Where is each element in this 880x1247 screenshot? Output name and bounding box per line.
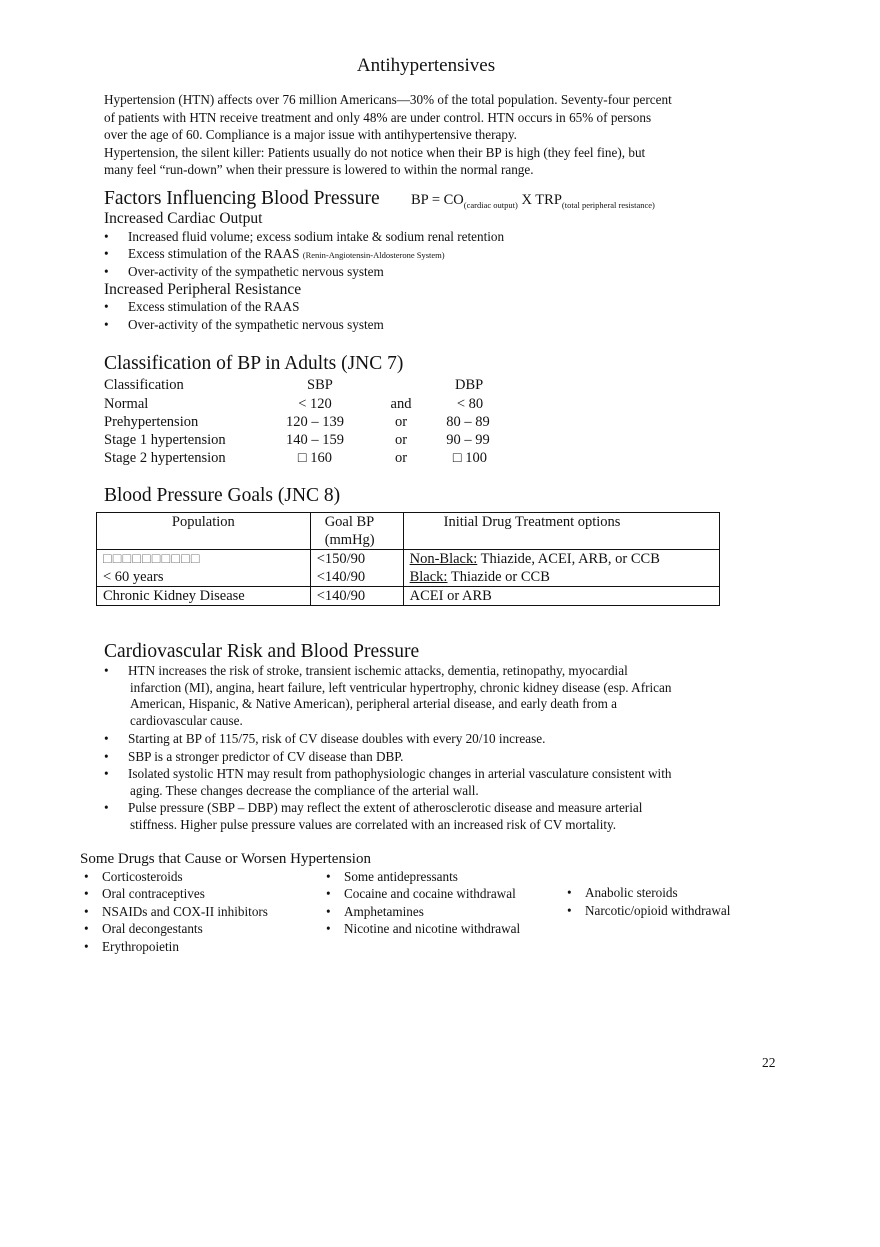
goals-table xyxy=(96,512,720,606)
bullet-icon: • xyxy=(84,921,89,936)
class-connector: or xyxy=(394,414,408,430)
bullet-icon: • xyxy=(326,869,331,884)
bullet-icon: • xyxy=(326,886,331,901)
list-item xyxy=(104,663,744,729)
label-black: Black: xyxy=(409,569,448,585)
list-item-text: Excess stimulation of the RAAS xyxy=(128,299,300,314)
factors-heading: Factors Influencing Blood Pressure xyxy=(104,188,380,209)
class-connector: and xyxy=(390,396,412,412)
text-line: aging. These changes decrease the compliance of the arterial wall. xyxy=(130,782,479,798)
table-cell: < 60 years xyxy=(97,568,311,587)
class-dbp: □ 100 xyxy=(452,450,488,466)
header-line: Goal BP xyxy=(324,514,375,530)
sbp-header: SBP xyxy=(307,377,333,393)
class-sbp: 140 – 159 xyxy=(286,432,344,448)
list-item-text xyxy=(128,246,445,262)
classification-header: Classification xyxy=(104,377,184,393)
drugs-heading: Some Drugs that Cause or Worsen Hypertension xyxy=(80,851,371,867)
list-item-text: SBP is a stronger predictor of CV disease than DBP. xyxy=(128,749,404,764)
table-cell: <140/90 xyxy=(310,568,403,587)
text-line: stiffness. Higher pulse pressure values are correlated with an increased risk of CV mortality. xyxy=(130,816,617,832)
list-item-text: Over-activity of the sympathetic nervous system xyxy=(128,317,384,332)
table-row xyxy=(97,587,720,606)
list-item-text: Corticosteroids xyxy=(102,869,183,884)
text-line: American, Hispanic, & Native American), peripheral arterial disease, and early death from a xyxy=(130,696,617,711)
table-row xyxy=(97,568,720,587)
class-name: Stage 1 hypertension xyxy=(104,432,226,448)
table-row xyxy=(97,550,720,569)
intro-paragraph xyxy=(104,91,744,179)
list-item-text: Starting at BP of 115/75, risk of CV disease doubles with every 20/10 increase. xyxy=(128,731,546,746)
list-item-text: Erythropoietin xyxy=(102,939,179,954)
bullet-icon: • xyxy=(567,903,572,918)
text-line: cardiovascular cause. xyxy=(130,712,243,728)
list-item-text: Cocaine and cocaine withdrawal xyxy=(344,886,516,901)
bullet-icon: • xyxy=(84,939,89,954)
list-item xyxy=(104,731,744,748)
goals-heading: Blood Pressure Goals (JNC 8) xyxy=(104,485,341,506)
class-name: Normal xyxy=(104,396,149,412)
class-dbp: 80 – 89 xyxy=(446,414,490,430)
list-item-text: Increased fluid volume; excess sodium intake & sodium renal retention xyxy=(128,229,505,244)
table-header: Population xyxy=(97,513,311,550)
bp-formula xyxy=(411,192,655,210)
table-cell: ACEI or ARB xyxy=(403,587,719,606)
page-number: 22 xyxy=(762,1055,776,1070)
bullet-icon: • xyxy=(326,921,331,936)
table-header-row xyxy=(97,513,720,550)
text-line: infarction (MI), angina, heart failure, left ventricular hypertrophy, chronic kidney disease (esp. African xyxy=(130,679,672,695)
list-item-text: Narcotic/opioid withdrawal xyxy=(585,903,731,918)
bullet-icon: • xyxy=(104,264,109,279)
class-connector: or xyxy=(394,432,408,448)
bullet-icon: • xyxy=(104,663,109,678)
bullet-icon: • xyxy=(104,299,109,314)
table-header: Initial Drug Treatment options xyxy=(403,513,719,550)
bullet-icon: • xyxy=(104,800,109,815)
class-dbp: 90 – 99 xyxy=(446,432,490,448)
bullet-icon: • xyxy=(104,731,109,746)
intro-line: many feel “run-down” when their pressure is lowered to within the normal range. xyxy=(104,162,534,177)
list-item-text: NSAIDs and COX-II inhibitors xyxy=(102,904,268,919)
list-item-text: Some antidepressants xyxy=(344,869,458,884)
class-dbp: < 80 xyxy=(456,396,484,412)
table-cell xyxy=(403,550,719,569)
list-item-text: Amphetamines xyxy=(344,904,424,919)
page-title: Antihypertensives xyxy=(356,55,496,76)
class-sbp: 120 – 139 xyxy=(286,414,344,430)
class-sbp: □ 160 xyxy=(297,450,333,466)
peripheral-resistance-heading: Increased Peripheral Resistance xyxy=(104,281,302,298)
formula-part: X TRP xyxy=(517,192,562,208)
bullet-icon: • xyxy=(84,886,89,901)
class-name: Stage 2 hypertension xyxy=(104,450,226,466)
table-cell: Chronic Kidney Disease xyxy=(97,587,311,606)
bullet-icon: • xyxy=(104,317,109,332)
intro-line: of patients with HTN receive treatment and only 48% are under control. HTN occurs in 65% of persons xyxy=(104,109,652,125)
formula-subscript: (total peripheral resistance) xyxy=(561,199,655,210)
list-item xyxy=(104,800,744,833)
list-item-text xyxy=(128,800,744,833)
list-item-text: Oral contraceptives xyxy=(102,886,205,901)
text-line: Isolated systolic HTN may result from pathophysiologic changes in arterial vasculature consistent with xyxy=(128,766,672,781)
bullet-icon: • xyxy=(104,766,109,781)
header-line: (mmHg) xyxy=(324,532,375,548)
table-cell: <150/90 xyxy=(310,550,403,569)
cardiac-output-heading: Increased Cardiac Output xyxy=(104,210,263,227)
table-cell: □□□□□□□□□□ xyxy=(97,550,311,569)
list-item-text-part: Excess stimulation of the RAAS xyxy=(128,246,300,261)
cell-text: Thiazide or CCB xyxy=(447,569,550,585)
intro-line: Hypertension, the silent killer: Patients usually do not notice when their BP is high (they feel fine), but xyxy=(104,144,646,160)
class-sbp: < 120 xyxy=(298,396,332,412)
dbp-header: DBP xyxy=(455,377,484,393)
table-cell: <140/90 xyxy=(310,587,403,606)
bullet-icon: • xyxy=(326,904,331,919)
cv-risk-heading: Cardiovascular Risk and Blood Pressure xyxy=(104,641,420,662)
list-item-text: Over-activity of the sympathetic nervous system xyxy=(128,264,384,279)
label-non-black: Non-Black: xyxy=(409,551,478,567)
table-cell xyxy=(403,568,719,587)
list-item-text: Anabolic steroids xyxy=(585,885,678,900)
classification-heading: Classification of BP in Adults (JNC 7) xyxy=(104,353,404,374)
formula-subscript: (cardiac output) xyxy=(463,199,518,210)
bullet-icon: • xyxy=(104,246,109,261)
table-header xyxy=(310,513,403,550)
list-item xyxy=(104,766,744,799)
class-connector: or xyxy=(394,450,408,466)
list-item xyxy=(104,749,744,766)
text-line: Pulse pressure (SBP – DBP) may reflect the extent of atherosclerotic disease and measure arterial xyxy=(128,800,643,815)
list-item-text xyxy=(128,663,744,729)
class-name: Prehypertension xyxy=(104,414,199,430)
bullet-icon: • xyxy=(567,885,572,900)
bullet-icon: • xyxy=(104,749,109,764)
text-line: HTN increases the risk of stroke, transient ischemic attacks, dementia, retinopathy, myocardial xyxy=(128,663,628,678)
bullet-icon: • xyxy=(84,869,89,884)
list-item-text: Nicotine and nicotine withdrawal xyxy=(344,921,521,936)
formula-part: BP = CO xyxy=(411,192,464,208)
intro-line: Hypertension (HTN) affects over 76 million Americans—30% of the total population. Seventy-four percent xyxy=(104,92,672,107)
bullet-icon: • xyxy=(104,229,109,244)
cell-text: Thiazide, ACEI, ARB, or CCB xyxy=(477,551,660,567)
list-item-text xyxy=(128,766,744,799)
bullet-icon: • xyxy=(84,904,89,919)
list-item-text: Oral decongestants xyxy=(102,921,203,936)
intro-line: over the age of 60. Compliance is a major issue with antihypertensive therapy. xyxy=(104,127,517,142)
raas-note: (Renin-Angiotensin-Aldosterone System) xyxy=(302,250,445,260)
